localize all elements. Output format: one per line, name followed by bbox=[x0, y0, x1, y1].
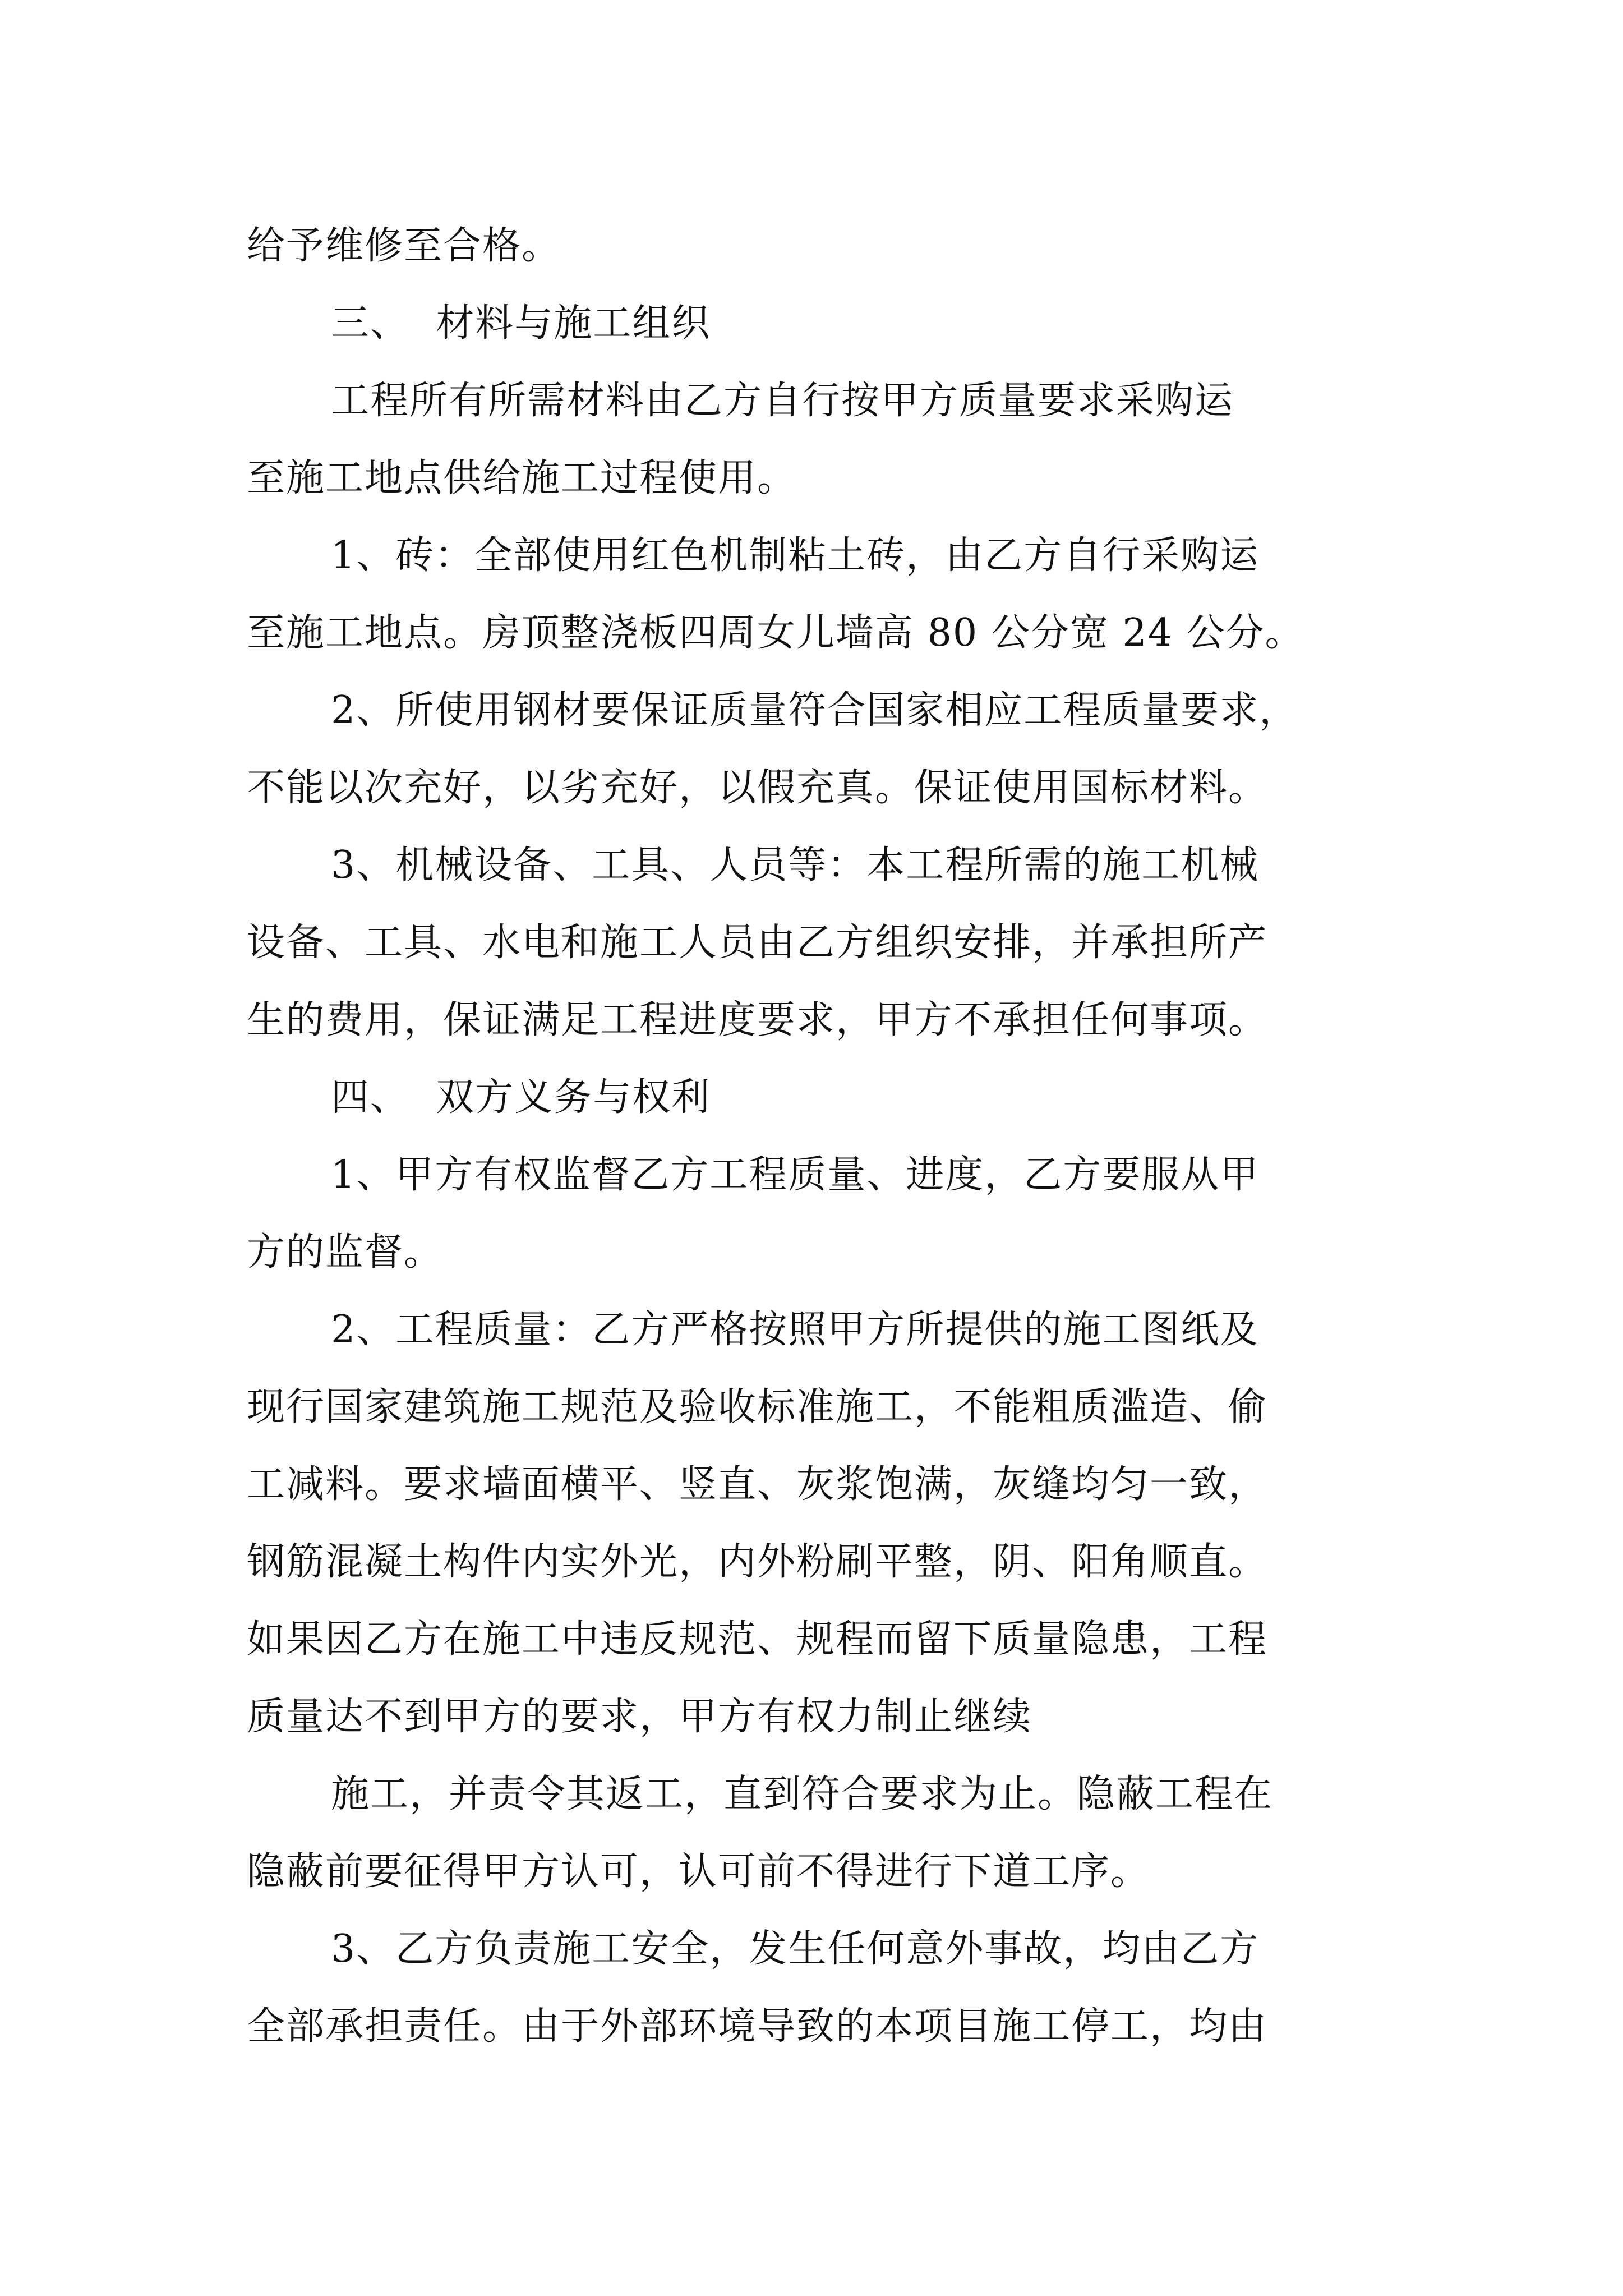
text-line: 至施工地点。房顶整浇板四周女儿墙高 80 公分宽 24 公分。 bbox=[247, 611, 1304, 655]
text-line: 工程所有所需材料由乙方自行按甲方质量要求采购运 bbox=[331, 379, 1234, 423]
text-line: 工减料。要求墙面横平、竖直、灰浆饱满，灰缝均匀一致， bbox=[247, 1462, 1268, 1507]
text-line: 全部承担责任。由于外部环境导致的本项目施工停工，均由 bbox=[247, 2004, 1268, 2049]
text-line: 给予维修至合格。 bbox=[247, 224, 561, 268]
document-body bbox=[247, 208, 1391, 2065]
text-line: 钢筋混凝土构件内实外光，内外粉刷平整，阴、阳角顺直。 bbox=[247, 1540, 1268, 1584]
text-line: 1、甲方有权监督乙方工程质量、进度，乙方要服从甲 bbox=[331, 1153, 1260, 1197]
text-line: 3、乙方负责施工安全，发生任何意外事故，均由乙方 bbox=[331, 1927, 1260, 1971]
text-line: 如果因乙方在施工中违反规范、规程而留下质量隐患，工程 bbox=[247, 1617, 1268, 1662]
text-line: 隐蔽前要征得甲方认可，认可前不得进行下道工序。 bbox=[247, 1849, 1150, 1894]
text-line: 生的费用，保证满足工程进度要求，甲方不承担任何事项。 bbox=[247, 998, 1268, 1042]
text-line: 方的监督。 bbox=[247, 1230, 444, 1274]
text-line: 质量达不到甲方的要求，甲方有权力制止继续 bbox=[247, 1695, 1032, 1739]
text-line: 现行国家建筑施工规范及验收标准施工，不能粗质滥造、偷 bbox=[247, 1385, 1268, 1429]
text-line: 2、所使用钢材要保证质量符合国家相应工程质量要求， bbox=[331, 688, 1299, 733]
text-line: 2、工程质量：乙方严格按照甲方所提供的施工图纸及 bbox=[331, 1308, 1260, 1352]
text-line: 施工，并责令其返工，直到符合要求为止。隐蔽工程在 bbox=[331, 1772, 1274, 1816]
section-heading-obligations: 四、 双方义务与权利 bbox=[331, 1075, 711, 1120]
text-line: 3、机械设备、工具、人员等：本工程所需的施工机械 bbox=[331, 843, 1260, 887]
text-line: 设备、工具、水电和施工人员由乙方组织安排，并承担所产 bbox=[247, 921, 1268, 965]
text-line: 1、砖：全部使用红色机制粘土砖，由乙方自行采购运 bbox=[331, 533, 1260, 578]
text-line: 至施工地点供给施工过程使用。 bbox=[247, 456, 797, 500]
text-line: 不能以次充好，以劣充好，以假充真。保证使用国标材料。 bbox=[247, 766, 1268, 810]
section-heading-materials: 三、 材料与施工组织 bbox=[331, 301, 711, 346]
